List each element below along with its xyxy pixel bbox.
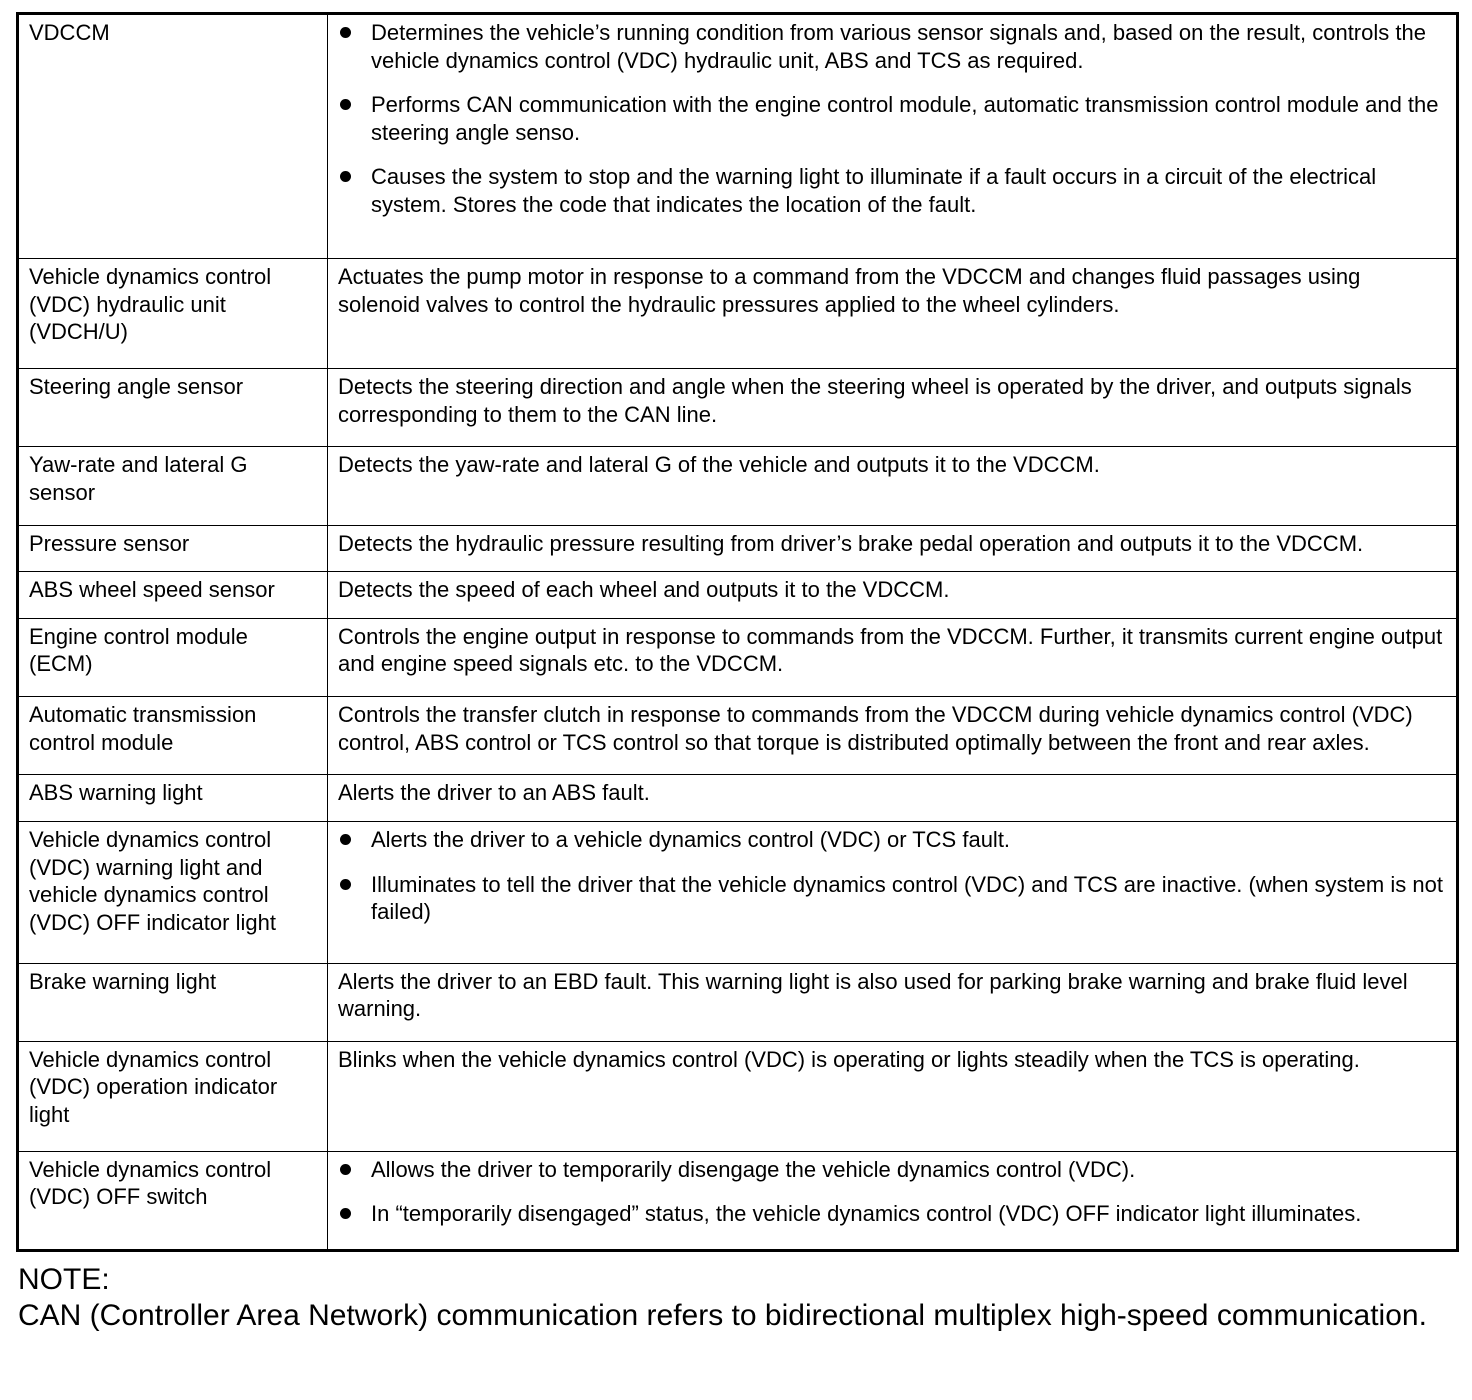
- function-cell: Controls the engine output in response to commands from the VDCCM. Further, it transmits current engine output and engine speed signals etc. to the VDCCM.: [328, 618, 1458, 696]
- bullet-item: Causes the system to stop and the warning light to illuminate if a fault occurs in a circuit of the electrical system. Stores the code that indicates the location of the fault.: [338, 163, 1446, 218]
- table-row: [18, 697, 1458, 775]
- table-row: [18, 963, 1458, 1041]
- table-row: [18, 369, 1458, 447]
- table-row: [18, 618, 1458, 696]
- component-name: Pressure sensor: [18, 525, 328, 572]
- function-cell: Actuates the pump motor in response to a command from the VDCCM and changes fluid passages using solenoid valves to control the hydraulic pressures applied to the wheel cylinders.: [328, 259, 1458, 369]
- function-cell: [328, 14, 1458, 259]
- bullet-dot-icon: [340, 1164, 351, 1175]
- table-row: [18, 1041, 1458, 1151]
- component-name: Engine control module (ECM): [18, 618, 328, 696]
- function-cell: Detects the steering direction and angle when the steering wheel is operated by the driver, and outputs signals corresponding to them to the CAN line.: [328, 369, 1458, 447]
- component-name: ABS warning light: [18, 775, 328, 822]
- component-name: Steering angle sensor: [18, 369, 328, 447]
- bullet-item: Illuminates to tell the driver that the vehicle dynamics control (VDC) and TCS are inactive. (when system is not failed): [338, 871, 1446, 926]
- component-name: Vehicle dynamics control (VDC) warning light and vehicle dynamics control (VDC) OFF indicator light: [18, 822, 328, 964]
- bullet-list: [338, 1156, 1446, 1228]
- function-cell: Detects the speed of each wheel and outputs it to the VDCCM.: [328, 572, 1458, 619]
- note-text: CAN (Controller Area Network) communication refers to bidirectional multiplex high-speed communication.: [18, 1299, 1427, 1332]
- note-heading: NOTE:: [18, 1263, 110, 1296]
- table-row: [18, 822, 1458, 964]
- function-cell: Alerts the driver to an ABS fault.: [328, 775, 1458, 822]
- bullet-item: Performs CAN communication with the engine control module, automatic transmission control module and the steering angle senso.: [338, 91, 1446, 146]
- component-name: Automatic transmission control module: [18, 697, 328, 775]
- bullet-item: Alerts the driver to a vehicle dynamics control (VDC) or TCS fault.: [338, 826, 1446, 854]
- component-name: ABS wheel speed sensor: [18, 572, 328, 619]
- table-row: [18, 572, 1458, 619]
- table-row: [18, 259, 1458, 369]
- component-name: VDCCM: [18, 14, 328, 259]
- table-row: [18, 1151, 1458, 1250]
- function-cell: Blinks when the vehicle dynamics control (VDC) is operating or lights steadily when the TCS is operating.: [328, 1041, 1458, 1151]
- function-cell: Detects the hydraulic pressure resulting from driver’s brake pedal operation and outputs it to the VDCCM.: [328, 525, 1458, 572]
- component-name: Vehicle dynamics control (VDC) operation indicator light: [18, 1041, 328, 1151]
- function-cell: Controls the transfer clutch in response to commands from the VDCCM during vehicle dynamics control (VDC) control, ABS control or TCS control so that torque is distributed optimally between the front and rear axles.: [328, 697, 1458, 775]
- function-cell: Detects the yaw-rate and lateral G of the vehicle and outputs it to the VDCCM.: [328, 447, 1458, 525]
- table-row: [18, 525, 1458, 572]
- bullet-dot-icon: [340, 27, 351, 38]
- component-name: Brake warning light: [18, 963, 328, 1041]
- component-name: Vehicle dynamics control (VDC) OFF switch: [18, 1151, 328, 1250]
- table-row: [18, 775, 1458, 822]
- table-row: [18, 14, 1458, 259]
- table-row: [18, 447, 1458, 525]
- bullet-list: [338, 826, 1446, 926]
- bullet-dot-icon: [340, 834, 351, 845]
- function-cell: [328, 1151, 1458, 1250]
- bullet-dot-icon: [340, 171, 351, 182]
- bullet-dot-icon: [340, 1208, 351, 1219]
- function-cell: [328, 822, 1458, 964]
- component-function-table: [16, 12, 1459, 1252]
- bullet-list: [338, 19, 1446, 218]
- bullet-item: Allows the driver to temporarily disengage the vehicle dynamics control (VDC).: [338, 1156, 1446, 1184]
- bullet-item: In “temporarily disengaged” status, the vehicle dynamics control (VDC) OFF indicator light illuminates.: [338, 1200, 1446, 1228]
- component-name: Vehicle dynamics control (VDC) hydraulic unit (VDCH/U): [18, 259, 328, 369]
- note-block: [18, 1262, 1458, 1334]
- bullet-dot-icon: [340, 879, 351, 890]
- bullet-item: Determines the vehicle’s running condition from various sensor signals and, based on the result, controls the vehicle dynamics control (VDC) hydraulic unit, ABS and TCS as required.: [338, 19, 1446, 74]
- bullet-dot-icon: [340, 99, 351, 110]
- function-cell: Alerts the driver to an EBD fault. This warning light is also used for parking brake warning and brake fluid level warning.: [328, 963, 1458, 1041]
- component-name: Yaw-rate and lateral G sensor: [18, 447, 328, 525]
